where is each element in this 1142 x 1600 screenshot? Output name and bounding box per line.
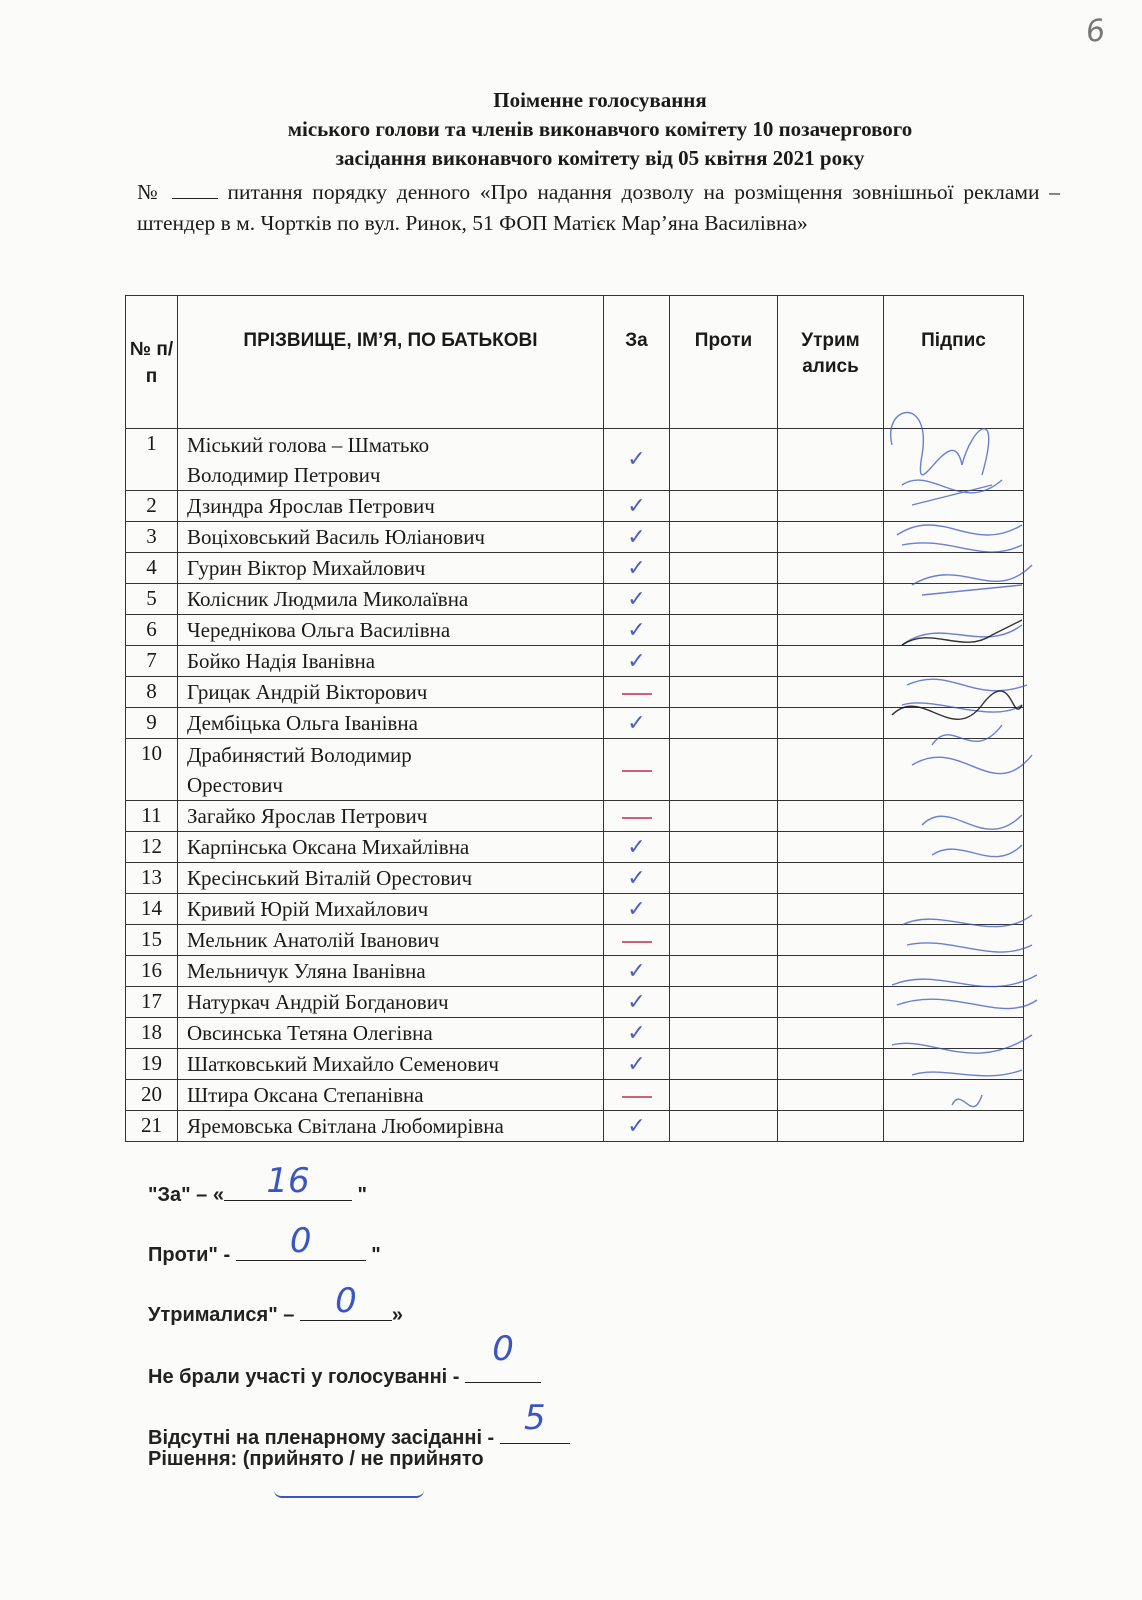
vote-abstain-cell xyxy=(778,1080,884,1111)
summary-abstain-label: Утрималися" – xyxy=(148,1304,300,1326)
member-name xyxy=(178,801,604,832)
member-name xyxy=(178,987,604,1018)
header-abstain: Утрим ались xyxy=(778,296,884,429)
checkmark-icon: ✓ xyxy=(627,1020,646,1046)
table-row xyxy=(126,1049,1024,1080)
table-row xyxy=(126,677,1024,708)
table-row xyxy=(126,646,1024,677)
title-line-1: Поіменне голосування xyxy=(493,88,707,112)
vote-for-cell xyxy=(604,894,670,925)
member-name-line-2: Орестович xyxy=(187,772,283,797)
row-number: 20 xyxy=(126,1080,178,1111)
member-name-line-1: Грицак Андрій Вікторович xyxy=(187,680,428,704)
row-number: 1 xyxy=(126,429,178,491)
signature-cell xyxy=(884,491,1024,522)
vote-abstain-cell xyxy=(778,801,884,832)
table-row xyxy=(126,1080,1024,1111)
member-name xyxy=(178,739,604,801)
vote-abstain-cell xyxy=(778,1111,884,1142)
vote-against-cell xyxy=(670,584,778,615)
summary-against xyxy=(148,1221,381,1267)
vote-abstain-cell xyxy=(778,615,884,646)
agenda-question xyxy=(137,177,1060,239)
vote-for-cell xyxy=(604,584,670,615)
vote-abstain-cell xyxy=(778,1049,884,1080)
vote-for-cell xyxy=(604,863,670,894)
vote-against-cell xyxy=(670,1018,778,1049)
vote-abstain-cell xyxy=(778,646,884,677)
vote-for-cell xyxy=(604,832,670,863)
title-line-2: міського голови та членів виконавчого комітету 10 позачергового xyxy=(287,117,913,141)
number-sign: № xyxy=(137,180,162,204)
vote-against-cell xyxy=(670,925,778,956)
vote-abstain-cell xyxy=(778,491,884,522)
summary-abstain xyxy=(148,1281,404,1327)
signature-cell xyxy=(884,801,1024,832)
vote-for-cell xyxy=(604,956,670,987)
member-name xyxy=(178,1018,604,1049)
member-name xyxy=(178,894,604,925)
vote-abstain-cell xyxy=(778,708,884,739)
member-name xyxy=(178,522,604,553)
member-name-line-1: Бойко Надія Іванівна xyxy=(187,649,376,673)
signature-cell xyxy=(884,615,1024,646)
member-name xyxy=(178,863,604,894)
signature-cell xyxy=(884,956,1024,987)
member-name xyxy=(178,646,604,677)
vote-against-cell xyxy=(670,677,778,708)
vote-for-cell xyxy=(604,1049,670,1080)
member-name-line-1: Кресінський Віталій Орестович xyxy=(187,866,473,890)
checkmark-icon: ✓ xyxy=(627,865,646,891)
checkmark-icon: ✓ xyxy=(627,834,646,860)
table-row xyxy=(126,987,1024,1018)
summary-for xyxy=(148,1161,368,1207)
vote-against-cell xyxy=(670,429,778,491)
vote-against-cell xyxy=(670,832,778,863)
vote-abstain-cell xyxy=(778,1018,884,1049)
table-row xyxy=(126,832,1024,863)
member-name-line-1: Овсинська Тетяна Олегівна xyxy=(187,1021,433,1045)
summary-against-value: 0 xyxy=(289,1221,312,1261)
row-number: 17 xyxy=(126,987,178,1018)
row-number: 21 xyxy=(126,1111,178,1142)
member-name-line-1: Мельник Анатолій Іванович xyxy=(187,928,440,952)
vote-abstain-cell xyxy=(778,987,884,1018)
checkmark-icon: ✓ xyxy=(627,493,646,519)
checkmark-icon: ✓ xyxy=(627,710,646,736)
question-number-blank xyxy=(172,180,218,199)
checkmark-icon: ✓ xyxy=(627,447,646,472)
summary-for-value: 16 xyxy=(266,1161,310,1201)
vote-for-cell xyxy=(604,739,670,801)
member-name xyxy=(178,429,604,491)
row-number: 15 xyxy=(126,925,178,956)
signature-cell xyxy=(884,522,1024,553)
dash-mark-icon xyxy=(622,1096,652,1098)
summary-for-end: " xyxy=(351,1184,368,1206)
table-row xyxy=(126,956,1024,987)
vote-abstain-cell xyxy=(778,925,884,956)
member-name-line-1: Гурин Віктор Михайлович xyxy=(187,556,426,580)
member-name-line-1: Карпінська Оксана Михайлівна xyxy=(187,835,470,859)
vote-for-cell xyxy=(604,1018,670,1049)
document-title xyxy=(140,86,1060,173)
header-signature: Підпис xyxy=(884,296,1024,429)
checkmark-icon: ✓ xyxy=(627,617,646,643)
checkmark-icon: ✓ xyxy=(627,586,646,612)
vote-for-cell xyxy=(604,801,670,832)
table-header-row xyxy=(126,296,1024,429)
table-row xyxy=(126,863,1024,894)
dash-mark-icon xyxy=(622,941,652,943)
vote-against-cell xyxy=(670,1111,778,1142)
member-name xyxy=(178,1049,604,1080)
vote-against-cell xyxy=(670,615,778,646)
vote-against-cell xyxy=(670,1049,778,1080)
member-name xyxy=(178,832,604,863)
summary-not-voted-label: Не брали участі у голосуванні - xyxy=(148,1366,466,1388)
member-name xyxy=(178,925,604,956)
table-row xyxy=(126,925,1024,956)
signature-cell xyxy=(884,739,1024,801)
vote-for-cell xyxy=(604,1111,670,1142)
table-row xyxy=(126,1018,1024,1049)
row-number: 3 xyxy=(126,522,178,553)
table-row xyxy=(126,491,1024,522)
summary-abstain-end: » xyxy=(391,1304,404,1326)
vote-abstain-cell xyxy=(778,832,884,863)
row-number: 8 xyxy=(126,677,178,708)
header-num: № п/п xyxy=(126,296,178,429)
vote-for-cell xyxy=(604,987,670,1018)
member-name xyxy=(178,553,604,584)
member-name-line-1: Воціховський Василь Юліанович xyxy=(187,525,485,549)
member-name-line-1: Череднікова Ольга Василівна xyxy=(187,618,451,642)
member-name xyxy=(178,708,604,739)
vote-against-cell xyxy=(670,1080,778,1111)
row-number: 13 xyxy=(126,863,178,894)
row-number: 18 xyxy=(126,1018,178,1049)
table-row xyxy=(126,522,1024,553)
table-row xyxy=(126,429,1024,491)
checkmark-icon: ✓ xyxy=(627,648,646,674)
summary-not-voted-value: 0 xyxy=(492,1329,514,1369)
summary-decision: Рішення: (прийнято / не прийнято xyxy=(148,1448,484,1470)
member-name-line-2: Володимир Петрович xyxy=(187,462,381,487)
signature-cell xyxy=(884,1049,1024,1080)
checkmark-icon: ✓ xyxy=(627,1113,646,1139)
vote-abstain-cell xyxy=(778,522,884,553)
checkmark-icon: ✓ xyxy=(627,896,646,922)
summary-for-label: "За" – « xyxy=(148,1184,224,1206)
vote-against-cell xyxy=(670,708,778,739)
member-name-line-1: Шатковський Михайло Семенович xyxy=(187,1052,499,1076)
member-name-line-1: Мельничук Уляна Іванівна xyxy=(187,959,426,983)
checkmark-icon: ✓ xyxy=(627,989,646,1015)
table-row xyxy=(126,584,1024,615)
vote-against-cell xyxy=(670,553,778,584)
table-row xyxy=(126,615,1024,646)
dash-mark-icon xyxy=(622,817,652,819)
member-name-line-1: Натуркач Андрій Богданович xyxy=(187,990,449,1014)
vote-abstain-cell xyxy=(778,584,884,615)
signature-cell xyxy=(884,1080,1024,1111)
vote-against-cell xyxy=(670,646,778,677)
row-number: 19 xyxy=(126,1049,178,1080)
summary-against-field xyxy=(236,1221,366,1261)
vote-against-cell xyxy=(670,987,778,1018)
signature-cell xyxy=(884,832,1024,863)
vote-against-cell xyxy=(670,863,778,894)
row-number: 6 xyxy=(126,615,178,646)
member-name xyxy=(178,491,604,522)
checkmark-icon: ✓ xyxy=(627,1051,646,1077)
member-name xyxy=(178,615,604,646)
header-name: ПРІЗВИЩЕ, ІМ’Я, ПО БАТЬКОВІ xyxy=(178,296,604,429)
signature-cell xyxy=(884,863,1024,894)
checkmark-icon: ✓ xyxy=(627,555,646,581)
signature-cell xyxy=(884,429,1024,491)
vote-abstain-cell xyxy=(778,429,884,491)
summary-abstain-field xyxy=(300,1281,392,1321)
row-number: 5 xyxy=(126,584,178,615)
checkmark-icon: ✓ xyxy=(627,958,646,984)
row-number: 9 xyxy=(126,708,178,739)
member-name-line-1: Штира Оксана Степанівна xyxy=(187,1083,424,1107)
vote-abstain-cell xyxy=(778,894,884,925)
row-number: 10 xyxy=(126,739,178,801)
member-name-line-1: Дзиндра Ярослав Петрович xyxy=(187,494,435,518)
member-name xyxy=(178,584,604,615)
member-name-line-1: Драбинястий Володимир xyxy=(187,742,412,767)
summary-absent xyxy=(148,1398,570,1450)
vote-against-cell xyxy=(670,522,778,553)
row-number: 7 xyxy=(126,646,178,677)
vote-against-cell xyxy=(670,491,778,522)
table-row xyxy=(126,739,1024,801)
summary-not-voted-field xyxy=(465,1329,541,1383)
member-name-line-1: Кривий Юрій Михайлович xyxy=(187,897,429,921)
row-number: 4 xyxy=(126,553,178,584)
summary-absent-value: 5 xyxy=(523,1398,546,1438)
vote-for-cell xyxy=(604,1080,670,1111)
table-row xyxy=(126,1111,1024,1142)
vote-abstain-cell xyxy=(778,553,884,584)
signature-cell xyxy=(884,925,1024,956)
summary-against-label: Проти" - xyxy=(148,1244,236,1266)
vote-for-cell xyxy=(604,615,670,646)
page-number: 6 xyxy=(1083,12,1108,51)
row-number: 2 xyxy=(126,491,178,522)
signature-cell xyxy=(884,584,1024,615)
checkmark-icon: ✓ xyxy=(627,524,646,550)
vote-for-cell xyxy=(604,522,670,553)
decision-handwritten-underline xyxy=(274,1490,424,1498)
dash-mark-icon xyxy=(622,693,652,695)
member-name-line-1: Яремовська Світлана Любомирівна xyxy=(187,1114,504,1138)
vote-abstain-cell xyxy=(778,956,884,987)
vote-for-cell xyxy=(604,925,670,956)
table-row xyxy=(126,553,1024,584)
member-name xyxy=(178,677,604,708)
vote-rows xyxy=(126,429,1024,1142)
summary-abstain-value: 0 xyxy=(335,1281,357,1321)
title-line-3: засідання виконавчого комітету від 05 квітня 2021 року xyxy=(335,146,865,170)
vote-for-cell xyxy=(604,677,670,708)
summary-for-field xyxy=(224,1161,352,1201)
row-number: 11 xyxy=(126,801,178,832)
row-number: 12 xyxy=(126,832,178,863)
vote-against-cell xyxy=(670,739,778,801)
vote-against-cell xyxy=(670,894,778,925)
signature-cell xyxy=(884,708,1024,739)
table-row xyxy=(126,708,1024,739)
vote-for-cell xyxy=(604,708,670,739)
member-name-line-1: Колісник Людмила Миколаївна xyxy=(187,587,469,611)
member-name xyxy=(178,1111,604,1142)
vote-abstain-cell xyxy=(778,677,884,708)
vote-against-cell xyxy=(670,956,778,987)
signature-cell xyxy=(884,677,1024,708)
signature-cell xyxy=(884,553,1024,584)
vote-for-cell xyxy=(604,553,670,584)
summary-absent-field xyxy=(500,1398,570,1444)
vote-for-cell xyxy=(604,429,670,491)
vote-abstain-cell xyxy=(778,739,884,801)
vote-against-cell xyxy=(670,801,778,832)
member-name xyxy=(178,956,604,987)
dash-mark-icon xyxy=(622,770,652,772)
row-number: 16 xyxy=(126,956,178,987)
member-name-line-1: Загайко Ярослав Петрович xyxy=(187,804,428,828)
summary-against-end: " xyxy=(365,1244,381,1266)
signature-cell xyxy=(884,1111,1024,1142)
member-name xyxy=(178,1080,604,1111)
header-for: За xyxy=(604,296,670,429)
signature-cell xyxy=(884,1018,1024,1049)
vote-for-cell xyxy=(604,646,670,677)
table-row xyxy=(126,894,1024,925)
question-text: питання порядку денного «Про надання дозволу на розміщення зовнішньої реклами – штендер в м. Чортків по вул. Ринок, 51 ФОП Матієк Мар’яна Василівна» xyxy=(137,180,1061,235)
vote-abstain-cell xyxy=(778,863,884,894)
signature-cell xyxy=(884,987,1024,1018)
row-number: 14 xyxy=(126,894,178,925)
signature-cell xyxy=(884,646,1024,677)
summary-not-voted xyxy=(148,1329,541,1389)
summary-absent-label: Відсутні на пленарному засіданні - xyxy=(148,1427,500,1449)
table-row xyxy=(126,801,1024,832)
member-name-line-1: Дембіцька Ольга Іванівна xyxy=(187,711,418,735)
header-against: Проти xyxy=(670,296,778,429)
member-name-line-1: Міський голова – Шматько xyxy=(187,432,430,457)
vote-table xyxy=(125,295,1024,1142)
vote-for-cell xyxy=(604,491,670,522)
signature-cell xyxy=(884,894,1024,925)
